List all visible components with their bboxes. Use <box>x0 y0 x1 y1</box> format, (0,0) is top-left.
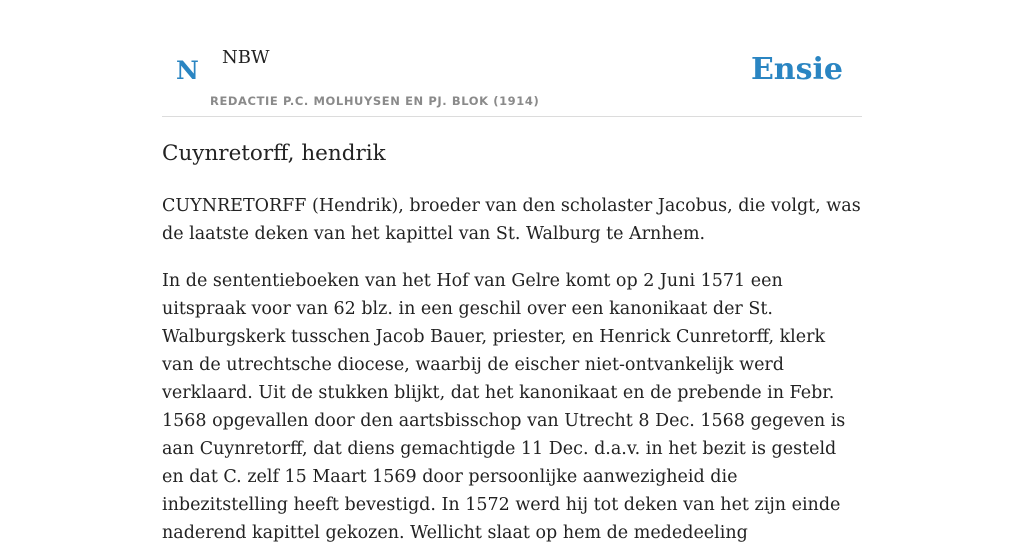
article-title: Cuynretorff, hendrik <box>162 141 386 166</box>
source-title[interactable]: NBW <box>222 47 270 68</box>
brand-logo[interactable]: Ensie <box>750 52 843 87</box>
source-logo[interactable]: N <box>176 56 199 85</box>
source-subtitle: REDACTIE P.C. MOLHUYSEN EN PJ. BLOK (1914) <box>210 94 540 108</box>
article-body <box>162 138 862 547</box>
article-paragraph: CUYNRETORFF (Hendrik), broeder van den scholaster Jacobus, die volgt, was de laatste deken van het kapittel van St. Walburg te Arnhem. <box>162 196 861 244</box>
page-header <box>162 0 862 117</box>
article-paragraph: In de sententieboeken van het Hof van Gelre komt op 2 Juni 1571 een uitspraak voor van 62 blz. in een geschil over een kanonikaat der St. Walburgskerk tusschen Jacob Bauer, priester, en Henrick Cunretorff, klerk van de utrechtsche diocese, waarbij de eischer niet-ontvankelijk werd verklaard. Uit de stukken blijkt, dat het kanonikaat en de prebende in Febr. 1568 opgevallen door den aartsbisschop van Utrecht 8 Dec. 1568 gegeven is aan Cuynretorff, dat diens gemachtigde 11 Dec. d.a.v. in het bezit is gesteld en dat C. zelf 15 Maart 1569 door persoonlijke aanwezigheid die inbezitstelling heeft bevestigd. In 1572 werd hij tot deken van het zijn einde naderend kapittel gekozen. Wellicht slaat op hem de mededeeling <box>162 271 846 543</box>
